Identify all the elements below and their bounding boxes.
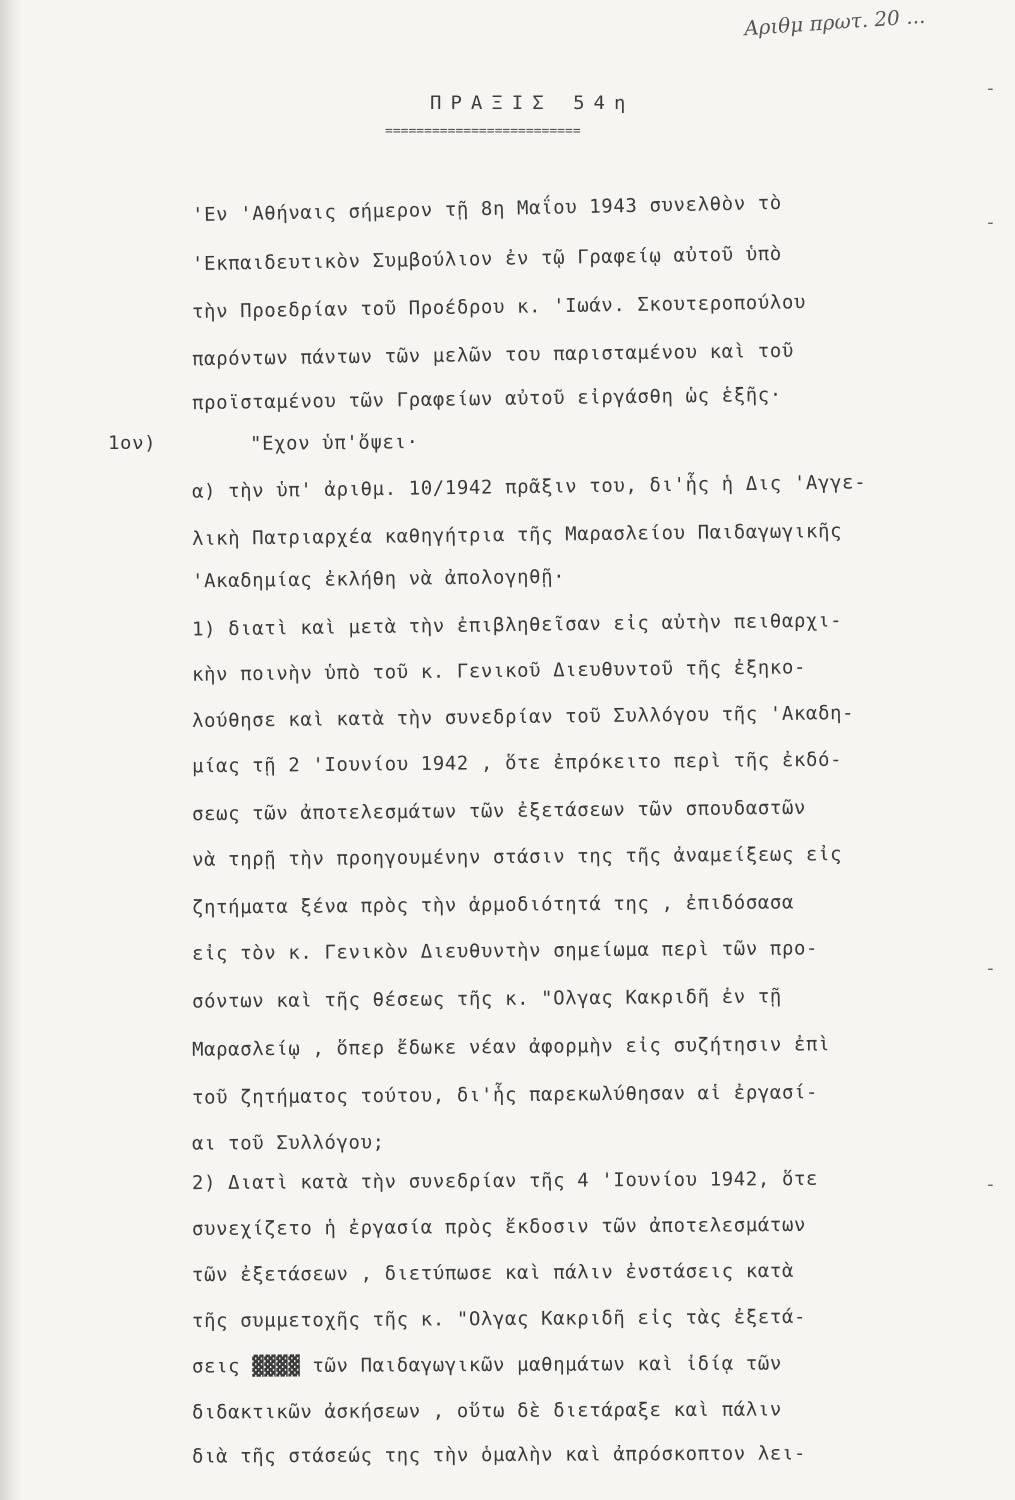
body-line: διδακτικῶν ἀσκήσεων , οὕτω δὲ διετάραξε καὶ πάλιν	[191, 1398, 782, 1424]
handwritten-note: Αριθμ πρωτ. 20 ...	[743, 3, 926, 41]
body-line: μίας τῇ 2 'Ιουνίου 1942 , ὅτε ἐπρόκειτο περὶ τῆς ἐκδό-	[191, 748, 843, 778]
body-line: προϊσταμένου τῶν Γραφείων αὐτοῦ εἰργάσθη ὡς ἑξῆς·	[191, 383, 783, 415]
body-line: 1) διατὶ καὶ μετὰ τὴν ἐπιβληθεῖσαν εἰς αὐτὴν πειθαρχι-	[191, 609, 843, 641]
body-line: λικὴ Πατριαρχέα καθηγήτρια τῆς Μαρασλείου Παιδαγωγικῆς	[191, 520, 843, 550]
body-line: τοῦ ζητήματος τούτου, δι'ἧς παρεκωλύθησαν αἱ ἐργασί-	[191, 1081, 819, 1109]
body-line: 2) Διατὶ κατὰ τὴν συνεδρίαν τῆς 4 'Ιουνίου 1942, ὅτε	[191, 1167, 819, 1195]
body-line: 'Εκπαιδευτικὸν Συμβούλιον ἐν τῷ Γραφείῳ αὐτοῦ ὑπὸ	[191, 242, 783, 276]
margin-mark: -	[985, 78, 996, 99]
body-line: τῶν ἐξετάσεων , διετύπωσε καὶ πάλιν ἐνστάσεις κατὰ	[191, 1259, 795, 1287]
body-line: αι τοῦ Συλλόγου;	[191, 1131, 385, 1155]
body-line: εἰς τὸν κ. Γενικὸν Διευθυντὴν σημείωμα περὶ τῶν προ-	[191, 937, 819, 965]
body-line: παρόντων πάντων τῶν μελῶν του παρισταμένου καὶ τοῦ	[191, 339, 795, 371]
margin-mark: -	[985, 958, 996, 979]
body-line: ζητήματα ξένα πρὸς τὴν ἁρμοδιότητά της , ἐπιδόσασα	[191, 891, 795, 919]
body-line: συνεχίζετο ἡ ἐργασία πρὸς ἔκδοσιν τῶν ἀποτελεσμάτων	[191, 1213, 807, 1241]
body-line: α) τὴν ὑπ' ἀριθμ. 10/1942 πρᾶξιν του, δι'ἧς ἡ Δις 'Αγγε-	[191, 471, 867, 503]
body-line: σόντων καὶ τῆς θέσεως τῆς κ. "Ολγας Κακριδῆ ἐν τῇ	[191, 985, 783, 1013]
body-line: σεως τῶν ἀποτελεσμάτων τῶν ἐξετάσεων τῶν σπουδαστῶν	[191, 796, 807, 826]
margin-mark: -	[985, 212, 996, 233]
body-line: τὴν Προεδρίαν τοῦ Προέδρου κ. 'Ιωάν. Σκουτεροπούλου	[191, 291, 807, 323]
body-line: κὴν ποινὴν ὑπὸ τοῦ κ. Γενικοῦ Διευθυντοῦ τῆς ἐξηκο-	[191, 656, 807, 686]
body-line: 'Ακαδημίας ἐκλήθη νὰ ἀπολογηθῇ·	[191, 565, 566, 593]
document-title: ΠΡΑΞΙΣ 54η	[430, 92, 635, 114]
margin-mark: -	[985, 1174, 996, 1195]
body-line: Μαρασλείῳ , ὅπερ ἔδωκε νέαν ἀφορμὴν εἰς συζήτησιν ἐπὶ	[191, 1033, 831, 1061]
body-line: σεις ▓▓▓▓ τῶν Παιδαγωγικῶν μαθημάτων καὶ ἰδίᾳ τῶν	[191, 1352, 782, 1378]
binding-shadow	[0, 0, 22, 1500]
body-line: διὰ τῆς στάσεώς της τὴν ὁμαλὴν καὶ ἀπρόσκοπτον λει-	[191, 1442, 807, 1468]
item-number: 1ον)	[108, 432, 157, 454]
body-line: νὰ τηρῇ τὴν προηγουμένην στάσιν της τῆς ἀναμείξεως εἰς	[191, 843, 843, 871]
body-line: "Εχον ὑπ'ὄψει·	[249, 431, 419, 455]
title-underline: =========================	[385, 124, 581, 139]
body-line: 'Εν 'Αθήναις σήμερον τῇ 8η Μαΐου 1943 συνελθὸν τὸ	[191, 191, 783, 227]
body-line: λούθησε καὶ κατὰ τὴν συνεδρίαν τοῦ Συλλόγου τῆς 'Ακαδη-	[191, 701, 855, 733]
body-line: τῆς συμμετοχῆς τῆς κ. "Ολγας Κακριδῆ εἰς τὰς ἐξετά-	[191, 1305, 807, 1333]
